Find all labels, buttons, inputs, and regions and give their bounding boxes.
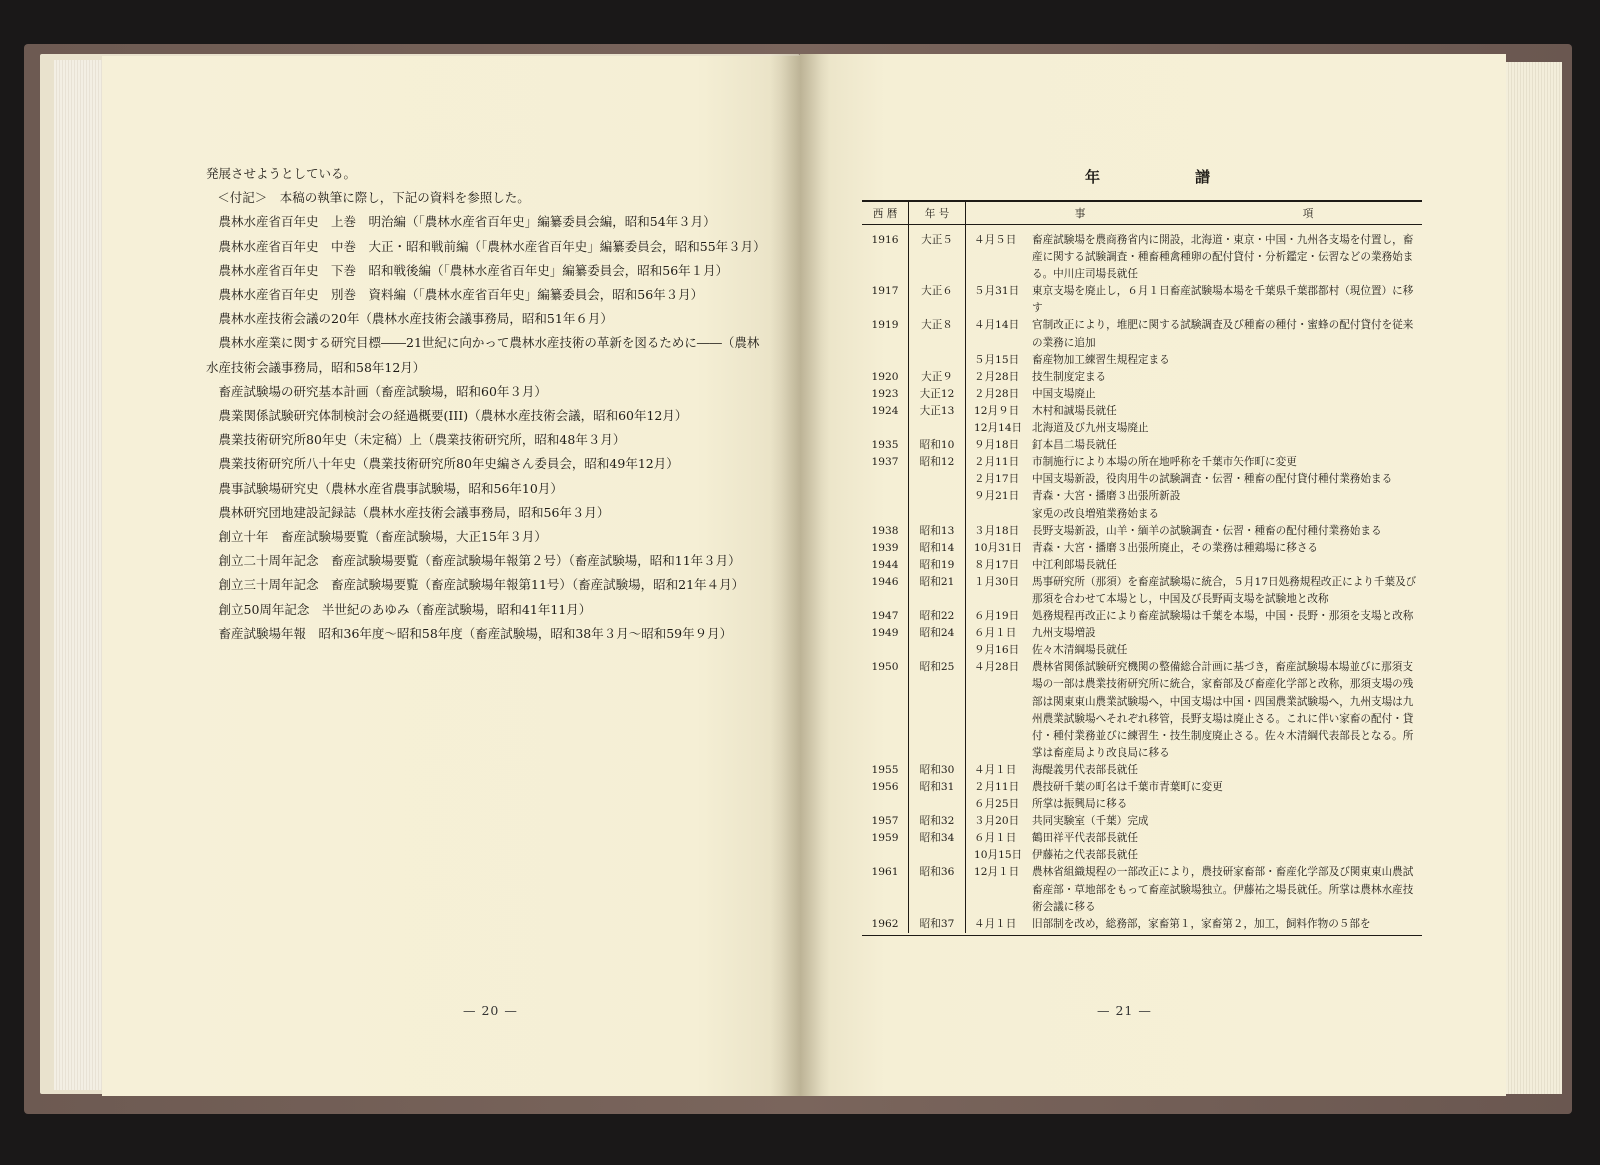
event-text: 農林省組織規程の一部改正により，農技研家畜部・畜産化学部及び関東東山農試畜産部・草地部をもって畜産試験場独立。伊藤祐之場長就任。所掌は農林水産技術会議に移る: [1032, 866, 1414, 913]
reference-entry: 創立十年 畜産試験場要覧（畜産試験場，大正15年３月）: [218, 529, 547, 545]
event-entry: [974, 847, 1422, 864]
event-date: ６月１日: [974, 627, 1017, 640]
row-era: 大正13: [909, 403, 966, 437]
event-entry: [974, 317, 1422, 351]
event-text: 伊藤祐之代表部長就任: [1032, 849, 1138, 862]
event-date: １月30日: [974, 575, 1020, 588]
event-date: ２月28日: [974, 370, 1020, 383]
event-date: ２月17日: [974, 473, 1020, 486]
row-year: 1957: [862, 813, 909, 830]
event-date: ４月１日: [974, 917, 1017, 930]
chronology-table: [862, 200, 1422, 933]
table-bottom-rule: [862, 933, 1422, 936]
event-entry: [974, 762, 1422, 779]
event-entry: [974, 574, 1422, 608]
chronology-row: [862, 369, 1422, 386]
reference-entry: 農林水産省百年史 下巻 昭和戦後編（「農林水産省百年史」編纂委員会，昭和56年１月）: [218, 262, 729, 278]
row-events: [966, 779, 1423, 813]
page-edges-right: [1506, 62, 1562, 1094]
page-edges-left: [54, 60, 104, 1090]
event-date: ４月１日: [974, 763, 1017, 776]
row-events: [966, 225, 1423, 284]
reference-entry: 農林水産省百年史 上巻 明治編（「農林水産省百年史」編纂委員会編，昭和54年３月）: [218, 214, 716, 230]
event-date: ８月17日: [974, 558, 1020, 571]
row-era: 昭和34: [909, 830, 966, 864]
event-text: 青森・大宮・播磨３出張所新設: [1032, 490, 1181, 503]
event-entry: [974, 916, 1422, 933]
event-text: 中江利郎場長就任: [1032, 558, 1117, 571]
reference-entry: 農林水産省百年史 中巻 大正・昭和戦前編（「農林水産省百年史」編纂委員会，昭和55年３月）: [218, 238, 766, 254]
event-text: 家兎の改良増殖業務始まる: [1032, 507, 1160, 520]
reference-entry: 畜産試験場の研究基本計画（畜産試験場，昭和60年３月）: [218, 383, 547, 399]
chronology-row: [862, 608, 1422, 625]
event-text: 中国支場廃止: [1032, 387, 1096, 400]
chronology-row: [862, 403, 1422, 437]
row-events: [966, 916, 1423, 933]
row-year: 1959: [862, 830, 909, 864]
event-entry: [974, 352, 1422, 369]
reference-entry: 農林水産業に関する研究目標――21世紀に向かって農林水産技術の革新を図るために――（農林水産技術会議事務局，昭和58年12月）: [206, 335, 760, 375]
reference-entry: 農業関係試験研究体制検討会の経過概要(III)（農林水産技術会議，昭和60年12月）: [218, 408, 688, 424]
row-events: [966, 437, 1423, 454]
row-era: 昭和36: [909, 864, 966, 915]
event-entry: [974, 625, 1422, 642]
row-era: 昭和24: [909, 625, 966, 659]
row-events: [966, 830, 1423, 864]
row-events: [966, 317, 1423, 368]
row-era: 昭和10: [909, 437, 966, 454]
row-year: 1946: [862, 574, 909, 608]
event-entry: [974, 403, 1422, 420]
row-era: 昭和12: [909, 454, 966, 522]
row-events: [966, 557, 1423, 574]
event-date: ９月16日: [974, 644, 1020, 657]
event-text: 技生制度定まる: [1032, 370, 1107, 383]
event-text: 木村和誠場長就任: [1032, 404, 1117, 417]
row-year: 1919: [862, 317, 909, 368]
reference-entry: 農林水産省百年史 別巻 資料編（「農林水産省百年史」編纂委員会，昭和56年３月）: [218, 287, 704, 303]
event-date: ６月１日: [974, 832, 1017, 845]
reference-entry: 創立三十周年記念 畜産試験場要覧（畜産試験場年報第11号）（畜産試験場，昭和21年４月）: [218, 577, 745, 593]
event-entry: [974, 796, 1422, 813]
event-date: 10月31日: [974, 541, 1023, 554]
row-year: 1924: [862, 403, 909, 437]
chronology-row: [862, 523, 1422, 540]
row-year: 1935: [862, 437, 909, 454]
spine-gutter: [770, 54, 830, 1096]
event-date: ９月18日: [974, 439, 1020, 452]
event-date: ３月18日: [974, 524, 1020, 537]
row-events: [966, 625, 1423, 659]
row-events: [966, 403, 1423, 437]
chronology-row: [862, 830, 1422, 864]
row-events: [966, 813, 1423, 830]
row-year: 1939: [862, 540, 909, 557]
event-entry: [974, 283, 1422, 317]
event-text: 北海道及び九州支場廃止: [1032, 422, 1149, 435]
chronology-row: [862, 813, 1422, 830]
event-date: 12月１日: [974, 866, 1020, 879]
header-event-right: 項: [1302, 207, 1314, 220]
event-date: ４月５日: [974, 234, 1017, 246]
row-era: 昭和14: [909, 540, 966, 557]
row-year: 1916: [862, 225, 909, 284]
event-text: 九州支場増設: [1032, 627, 1096, 640]
event-date: ６月25日: [974, 798, 1020, 811]
chronology-row: [862, 437, 1422, 454]
row-events: [966, 864, 1423, 915]
chronology-body: [862, 225, 1422, 933]
row-year: 1947: [862, 608, 909, 625]
event-date: ２月11日: [974, 456, 1020, 469]
event-text: 長野支場新設，山羊・緬羊の試験調査・伝習・種畜の配付種付業務始まる: [1032, 524, 1382, 537]
row-events: [966, 574, 1423, 608]
event-text: 農林省関係試験研究機関の整備総合計画に基づき，畜産試験場本場並びに那須支場の一部は農業技術研究所に統合，家畜部及び畜産化学部と改称，那須支場の残部は関東東山農業試験場へ，中国支場は中国・四国農業試験場へ，九州支場は九州農業試験場へそれぞれ移管，長野支場は廃止さる。これに伴い家畜の配付・貸付・種付業務並びに練習生・技生制度廃止さる。佐々木清綱代表部長となる。所掌は畜産局より改良局に移る: [1032, 661, 1414, 759]
event-text: 釘本昌二場長就任: [1032, 439, 1117, 452]
reference-entry: 農林水産技術会議の20年（農林水産技術会議事務局，昭和51年６月）: [218, 311, 613, 327]
event-entry: [974, 232, 1422, 283]
row-year: 1962: [862, 916, 909, 933]
event-date: ３月20日: [974, 815, 1020, 828]
event-text: 市制施行により本場の所在地呼称を千葉市矢作町に変更: [1032, 456, 1297, 469]
chronology-row: [862, 659, 1422, 762]
event-text: 中国支場新設，役肉用牛の試験調査・伝習・種畜の配付貸付種付業務始まる: [1032, 473, 1393, 486]
event-entry: [974, 540, 1422, 557]
row-year: 1920: [862, 369, 909, 386]
row-era: 昭和37: [909, 916, 966, 933]
row-year: 1956: [862, 779, 909, 813]
event-text: 東京支場を廃止し，６月１日畜産試験場本場を千葉県千葉郡都村（現位置）に移す: [1032, 285, 1414, 315]
event-entry: [974, 608, 1422, 625]
event-text: 海醍義男代表部長就任: [1032, 763, 1138, 776]
event-entry: [974, 642, 1422, 659]
header-year: 西 暦: [862, 201, 909, 225]
left-page-body: [206, 162, 766, 646]
row-year: 1949: [862, 625, 909, 659]
chronology-row: [862, 916, 1422, 933]
event-entry: [974, 454, 1422, 471]
header-event: [966, 201, 1423, 225]
chronology-title: 年 譜: [1085, 168, 1251, 186]
event-text: 佐々木清綱場長就任: [1032, 644, 1128, 657]
event-text: 畜産試験場を農商務省内に開設，北海道・東京・中国・九州各支場を付置し，畜産に関する試験調査・種畜種禽種卵の配付貸付・分析鑑定・伝習などの業務始まる。中川庄司場長就任: [1032, 234, 1414, 281]
event-date: ４月14日: [974, 319, 1020, 332]
chronology-row: [862, 386, 1422, 403]
chronology-row: [862, 557, 1422, 574]
chronology-row: [862, 762, 1422, 779]
event-entry: [974, 659, 1422, 762]
row-era: 昭和25: [909, 659, 966, 762]
row-era: 大正６: [909, 283, 966, 317]
header-event-left: 事: [1074, 207, 1086, 220]
event-entry: [974, 471, 1422, 488]
row-year: 1917: [862, 283, 909, 317]
row-year: 1938: [862, 523, 909, 540]
table-header-row: [862, 201, 1422, 225]
event-entry: [974, 779, 1422, 796]
event-text: 鶴田祥平代表部長就任: [1032, 832, 1138, 845]
row-era: 昭和22: [909, 608, 966, 625]
event-entry: [974, 813, 1422, 830]
row-events: [966, 454, 1423, 522]
event-text: 所掌は振興局に移る: [1032, 798, 1128, 811]
row-era: 大正８: [909, 317, 966, 368]
event-date: ４月28日: [974, 661, 1020, 674]
event-text: 共同実験室（千葉）完成: [1032, 815, 1149, 828]
event-date: 12月14日: [974, 422, 1023, 435]
chronology-row: [862, 283, 1422, 317]
reference-entry: 畜産試験場年報 昭和36年度～昭和58年度（畜産試験場，昭和38年３月～昭和59年９月）: [218, 625, 733, 641]
row-era: 昭和19: [909, 557, 966, 574]
event-entry: [974, 557, 1422, 574]
event-date: ２月28日: [974, 387, 1020, 400]
reference-entry: 農林研究団地建設記録誌（農林水産技術会議事務局，昭和56年３月）: [218, 504, 610, 520]
event-date: ５月31日: [974, 285, 1020, 298]
event-date: ５月15日: [974, 353, 1020, 366]
appendix-note: ＜付記＞ 本稿の執筆に際し，下記の資料を参照した。: [217, 190, 530, 206]
event-text: 処務規程再改正により畜産試験場は千葉を本場，中国・長野・那須を支場と改称: [1032, 610, 1414, 623]
event-date: ２月11日: [974, 781, 1020, 793]
event-date: ６月19日: [974, 610, 1020, 623]
row-events: [966, 762, 1423, 779]
event-entry: [974, 506, 1422, 523]
row-year: 1955: [862, 762, 909, 779]
page-number-left: — 20 —: [463, 1003, 518, 1018]
chronology-row: [862, 864, 1422, 915]
reference-entry: 農事試験場研究史（農林水産省農事試験場，昭和56年10月）: [218, 480, 563, 496]
chronology-row: [862, 540, 1422, 557]
row-events: [966, 523, 1423, 540]
row-era: 昭和30: [909, 762, 966, 779]
row-era: 大正12: [909, 386, 966, 403]
event-entry: [974, 830, 1422, 847]
chronology-row: [862, 779, 1422, 813]
event-text: 官制改正により，堆肥に関する試験調査及び種畜の種付・蜜蜂の配付貸付を従来の業務に追加: [1032, 319, 1414, 349]
header-era: 年 号: [909, 201, 966, 225]
row-era: 昭和32: [909, 813, 966, 830]
event-date: ９月21日: [974, 490, 1020, 503]
chronology-row: [862, 574, 1422, 608]
reference-entry: 創立50周年記念 半世紀のあゆみ（畜産試験場，昭和41年11月）: [218, 601, 592, 617]
row-year: 1923: [862, 386, 909, 403]
event-text: 馬事研究所（那須）を畜産試験場に統合，５月17日処務規程改正により千葉及び那須を合わせて本場とし，中国及び長野両支場を試験地と改称: [1032, 575, 1417, 605]
row-era: 昭和13: [909, 523, 966, 540]
event-date: 12月９日: [974, 404, 1020, 417]
event-date: [974, 506, 1032, 523]
event-text: 農技研千葉の町名は千葉市青葉町に変更: [1032, 781, 1223, 793]
chronology-row: [862, 225, 1422, 284]
chronology-table-wrap: [862, 200, 1422, 936]
row-events: [966, 369, 1423, 386]
event-text: 畜産物加工練習生規程定まる: [1032, 353, 1170, 366]
row-year: 1950: [862, 659, 909, 762]
event-entry: [974, 437, 1422, 454]
row-year: 1944: [862, 557, 909, 574]
chronology-row: [862, 317, 1422, 368]
row-era: 昭和21: [909, 574, 966, 608]
body-paragraph: 発展させようとしている。: [206, 166, 357, 181]
row-events: [966, 283, 1423, 317]
chronology-row: [862, 454, 1422, 522]
row-events: [966, 608, 1423, 625]
row-era: 大正９: [909, 369, 966, 386]
event-entry: [974, 523, 1422, 540]
event-text: 青森・大宮・播磨３出張所廃止，その業務は種鶏場に移さる: [1032, 541, 1319, 554]
reference-entry: 農業技術研究所80年史（未定稿）上（農業技術研究所，昭和48年３月）: [218, 432, 626, 448]
row-era: 大正５: [909, 225, 966, 284]
chronology-row: [862, 625, 1422, 659]
row-year: 1961: [862, 864, 909, 915]
row-events: [966, 540, 1423, 557]
reference-entry: 創立二十周年記念 畜産試験場要覧（畜産試験場年報第２号）（畜産試験場，昭和11年３月）: [218, 553, 741, 569]
event-entry: [974, 488, 1422, 505]
row-events: [966, 386, 1423, 403]
event-entry: [974, 420, 1422, 437]
event-entry: [974, 369, 1422, 386]
event-entry: [974, 386, 1422, 403]
row-year: 1937: [862, 454, 909, 522]
row-events: [966, 659, 1423, 762]
event-entry: [974, 864, 1422, 915]
page-number-right: — 21 —: [1097, 1003, 1152, 1018]
event-text: 旧部制を改め，総務部，家畜第１，家畜第２，加工，飼料作物の５部を: [1032, 917, 1371, 930]
reference-entry: 農業技術研究所八十年史（農業技術研究所80年史編さん委員会，昭和49年12月）: [218, 456, 679, 472]
row-era: 昭和31: [909, 779, 966, 813]
event-date: 10月15日: [974, 849, 1023, 862]
